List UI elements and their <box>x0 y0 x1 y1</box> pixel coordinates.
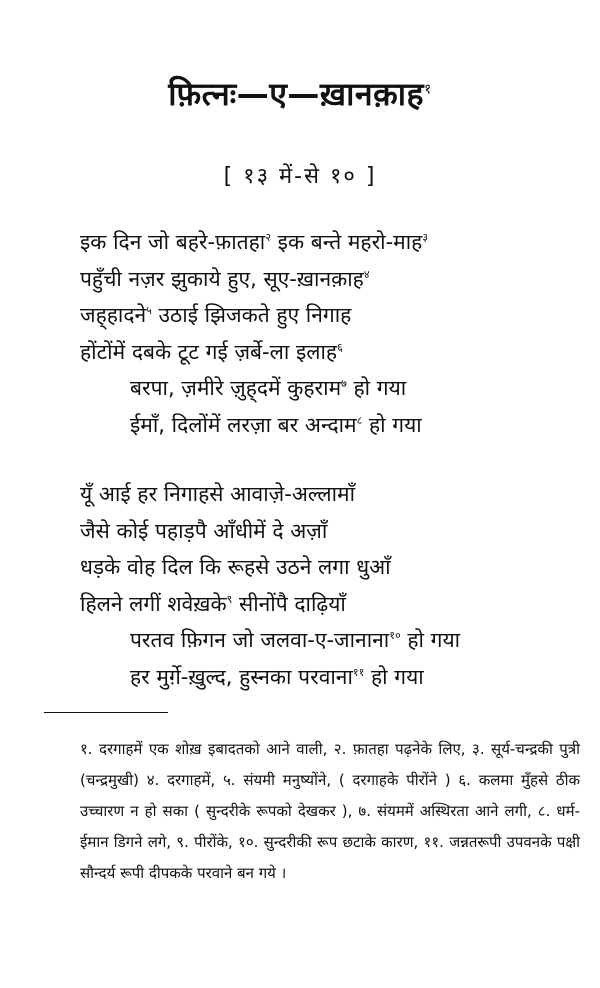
verse-text-tail: हो गया <box>362 412 422 437</box>
verse-text: पहुँची नज़र झुकाये हुए, सूए-ख़ानक़ाह <box>80 266 364 291</box>
verse-text-tail: हो गया <box>400 628 461 652</box>
verse-line <box>0 370 600 407</box>
verse-line <box>0 622 600 659</box>
verse-text: बरपा, ज़मीरे ज़ुह्‌दमें कुहराम <box>130 376 342 400</box>
title-footnote-marker: १ <box>424 81 432 98</box>
verse-line <box>0 549 600 586</box>
footnote-marker: ७ <box>341 377 347 390</box>
footnote-marker: ६ <box>337 340 343 354</box>
verse-line <box>0 476 600 513</box>
verse-text-tail: उठाई झिजकते हुए निगाह <box>151 303 352 327</box>
verse-line <box>0 407 600 444</box>
stanza-2 <box>0 476 600 695</box>
verse-text: यूँ आई हर निगाहसे आवाज़े-अल्लामाँ <box>80 482 356 506</box>
verse-text: जह्‌हादने <box>80 303 147 327</box>
verse-text-tail: इक बन्ते महरो-माह <box>270 230 423 254</box>
title-text: फ़ित्नः—ए—ख़ानक़ाह <box>168 75 424 113</box>
verse-text-tail: हो गया <box>364 664 424 689</box>
footnote-marker: १० <box>389 629 401 642</box>
subtitle: [ १३ में-से १० ] <box>223 164 377 189</box>
footnote-marker: ८ <box>356 413 363 427</box>
footnote-divider <box>44 712 168 713</box>
verse-text-tail: हो गया <box>346 376 407 400</box>
verse-line <box>0 224 600 261</box>
page-title <box>0 72 600 115</box>
verse-line <box>0 297 600 334</box>
verse-line <box>0 334 600 371</box>
verse-text: होंटोंमें दबके टूट गई ज़र्बे-ला इलाह <box>80 339 338 364</box>
footnotes: १. दरगाहमें एक शोख़ इबादतको आने वाली, २. फ़ातहा पढ़नेके लिए, ३. सूर्य-चन्द्रकी पुत्री (चन्द्रमुखी) ४. दरगाहमें, ५. संयमी मनुष्योंने, ( दरगाहके पीरोंने ) ६. कलमा मुँहसे ठीक उच्चारण न हो सका ( सुन्दरीके रूपको देखकर ), ७. संयममें अस्थिरता आने लगी, ८. धर्म-ईमान डिगने लगे, ९. पीरोंके, १०. सुन्दरीकी रूप छटाके कारण, ११. जन्नतरूपी उपवनके पक्षी सौन्दर्य रूपी दीपकके परवाने बन गये । <box>80 740 580 882</box>
verse-line <box>0 659 600 696</box>
verse-text: ईमाँ, दिलोंमें लरज़ा बर अन्दाम <box>130 412 357 437</box>
verse-text: हर मुर्ग़े-ख़ुल्द, हुस्नका परवाना <box>130 664 353 689</box>
verse-text: इक दिन जो बहरे-फ़ातहा <box>80 230 266 254</box>
verse-text: जैसे कोई पहाड़पै आँधीमें दे अज़ाँ <box>80 518 328 543</box>
footnote-marker: ३ <box>422 231 429 244</box>
footnote-marker: ९ <box>226 592 233 606</box>
verse-line <box>0 586 600 623</box>
verse-text: धड़के वोह दिल कि रूहसे उठने लगा धुआँ <box>80 555 391 579</box>
footnote-marker: ४ <box>363 267 370 281</box>
footnote-marker: २ <box>265 231 271 244</box>
footnote-marker: ५ <box>146 304 152 317</box>
verse-line <box>0 513 600 550</box>
verse-text: परतव फ़िगन जो जलवा-ए-जानाना <box>130 628 390 652</box>
stanza-1 <box>0 224 600 443</box>
verse-text-tail: सीनोंपै दाढ़ियाँ <box>232 591 346 616</box>
verse-line <box>0 261 600 298</box>
footnote-marker: ११ <box>352 665 365 679</box>
verse-text: हिलने लगीं शवेख़के <box>80 591 227 616</box>
